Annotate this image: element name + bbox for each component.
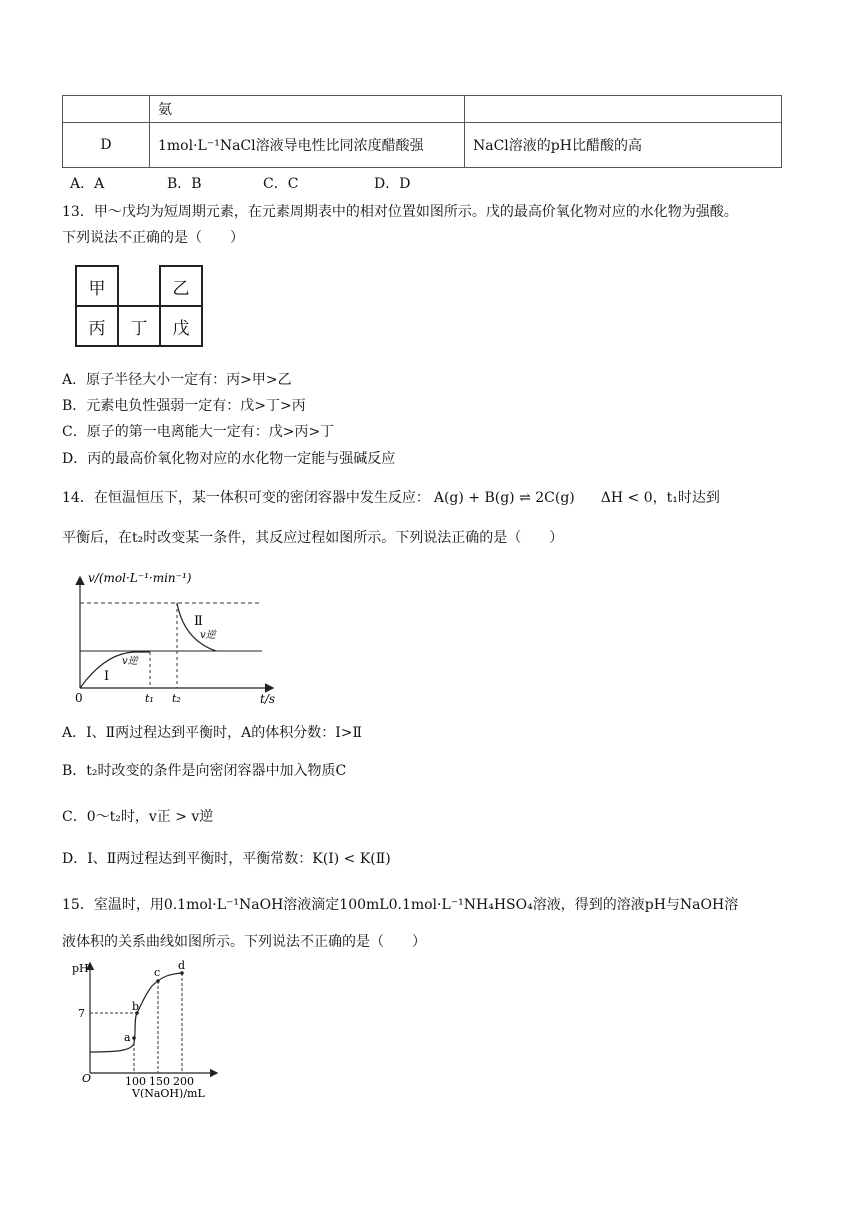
tick-150: 150 xyxy=(149,1075,170,1088)
table-cell: 1mol·L⁻¹NaCl溶液导电性比同浓度醋酸强 xyxy=(150,123,465,168)
q15-stem-line1: 15．室温时，用0.1mol·L⁻¹NaOH溶液滴定100mL0.1mol·L⁻¹NH₄HSO₄溶液，得到的溶液pH与NaOH溶 xyxy=(62,897,739,913)
point-label-b: b xyxy=(132,1000,140,1013)
element-cell: 丁 xyxy=(118,306,160,346)
curve-I xyxy=(80,652,150,688)
q13-option-c: C．原子的第一电离能大一定有：戊>丙>丁 xyxy=(62,424,335,440)
q13-option-a: A．原子半径大小一定有：丙>甲>乙 xyxy=(62,372,292,388)
rate-time-graph xyxy=(66,570,286,710)
origin-label: 0 xyxy=(75,691,83,705)
tick-100: 100 xyxy=(125,1075,146,1088)
t1-label: t₁ xyxy=(145,692,154,705)
point-label-a: a xyxy=(124,1031,131,1044)
y-axis-label: pH xyxy=(72,962,89,975)
tick-200: 200 xyxy=(173,1075,194,1088)
point-c xyxy=(156,979,160,983)
table-row xyxy=(63,123,782,168)
option: C．C xyxy=(263,176,299,192)
q13-option-d: D．丙的最高价氧化物对应的水化物一定能与强碱反应 xyxy=(62,451,396,467)
v-label-2: v逆 xyxy=(200,630,216,641)
q14-stem-line2: 平衡后，在t₂时改变某一条件，其反应过程如图所示。下列说法正确的是（ ） xyxy=(62,530,564,546)
q13-stem-line1: 13．甲～戊均为短周期元素，在元素周期表中的相对位置如图所示。戊的最高价氧化物对应的水化物为强酸。 xyxy=(62,204,738,220)
x-axis-label: V(NaOH)/mL xyxy=(132,1087,205,1098)
q14-option-a: A．Ⅰ、Ⅱ两过程达到平衡时，A的体积分数：Ⅰ>Ⅱ xyxy=(62,725,363,741)
label-II: Ⅱ xyxy=(194,614,203,629)
y7-label: 7 xyxy=(78,1007,85,1020)
y-axis-label: v/(mol·L⁻¹·min⁻¹) xyxy=(88,571,192,585)
label-I: Ⅰ xyxy=(104,669,110,684)
q13-option-b: B．元素电负性强弱一定有：戊>丁>丙 xyxy=(62,398,306,414)
option: D．D xyxy=(374,176,411,192)
point-label-d: d xyxy=(178,959,186,972)
option: A．A xyxy=(70,176,105,192)
q14-option-b: B．t₂时改变的条件是向密闭容器中加入物质C xyxy=(62,763,347,779)
v-label-1: v逆 xyxy=(122,656,138,667)
table-cell: 氨 xyxy=(150,96,465,123)
element-cell: 戊 xyxy=(160,306,202,346)
table-cell: NaCl溶液的pH比醋酸的高 xyxy=(465,123,782,168)
table-cell-label: D xyxy=(63,123,150,168)
enthalpy: ΔH < 0 xyxy=(600,490,653,506)
table-row xyxy=(63,96,782,123)
element-cell: 丙 xyxy=(76,306,118,346)
q14-option-d: D．Ⅰ、Ⅱ两过程达到平衡时，平衡常数：K(Ⅰ) < K(Ⅱ) xyxy=(62,851,391,867)
element-cell: 乙 xyxy=(160,266,202,306)
x-axis-label: t/s xyxy=(260,692,276,706)
origin-label: O xyxy=(82,1072,92,1085)
titration-graph xyxy=(66,958,226,1098)
periodic-table-fragment xyxy=(75,265,203,347)
option: B．B xyxy=(167,176,202,192)
q13-stem-line2: 下列说法不正确的是（ ） xyxy=(62,230,244,246)
point-a xyxy=(132,1036,136,1040)
q14-stem-line1: 14．在恒温恒压下，某一体积可变的密闭容器中发生反应： A(g) + B(g) ⇌ 2C(g) ΔH < 0，t₁时达到 xyxy=(62,490,720,506)
q14-option-c: C．0～t₂时，v正 > v逆 xyxy=(62,809,214,825)
t2-label: t₂ xyxy=(172,692,181,705)
element-cell: 甲 xyxy=(76,266,118,306)
point-label-c: c xyxy=(154,966,161,979)
comparison-table xyxy=(62,95,782,168)
q15-stem-line2: 液体积的关系曲线如图所示。下列说法不正确的是（ ） xyxy=(62,934,426,950)
reaction-equation: A(g) + B(g) ⇌ 2C(g) xyxy=(433,490,575,506)
